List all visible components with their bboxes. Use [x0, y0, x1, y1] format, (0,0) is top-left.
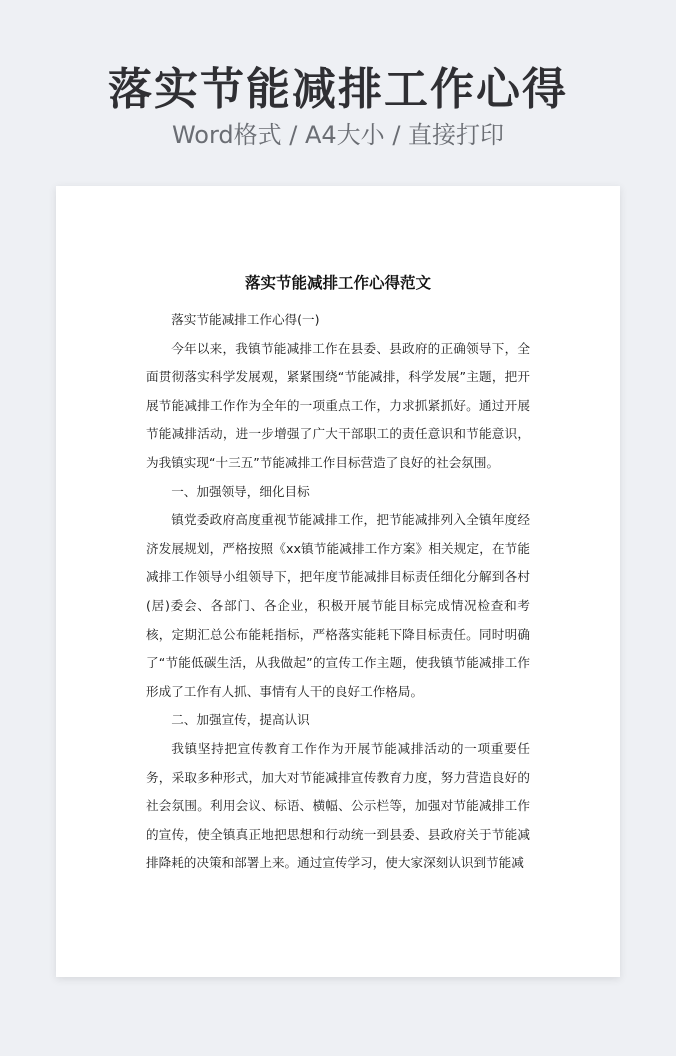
paragraph-part-title: 落实节能减排工作心得(一)	[171, 312, 320, 327]
section-heading-1: 一、加强领导，细化目标	[171, 483, 310, 499]
paragraph-section-2: 我镇坚持把宣传教育工作作为开展节能减排活动的一项重要任务，采取多种形式，加大对节能减排宣传教育力度，努力营造良好的社会氛围。利用会议、标语、横幅、公示栏等，加强对节能减排工作的宣传，使全镇真正地把思想和行动统一到县委、县政府关于节能减排降耗的决策和部署上来。通过宣传学习，使大家深刻认识到节能减	[146, 740, 530, 871]
paragraph-intro: 今年以来，我镇节能减排工作在县委、县政府的正确领导下，全面贯彻落实科学发展观，紧紧围绕“节能减排，科学发展”主题，把开展节能减排工作作为全年的一项重点工作，力求抓紧抓好。通过开展节能减排活动，进一步增强了广大干部职工的责任意识和节能意识，为我镇实现“十三五”节能减排工作目标营造了良好的社会氛围。	[146, 340, 530, 470]
section-heading-2: 二、加强宣传，提高认识	[171, 712, 310, 728]
paragraph-section-1: 镇党委政府高度重视节能减排工作，把节能减排列入全镇年度经济发展规划，严格按照《xx镇节能减排工作方案》相关规定，在节能减排工作领导小组领导下，把年度节能减排目标责任细化分解到各村(居)委会、各部门、各企业，积极开展节能目标完成情况检查和考核，定期汇总公布能耗指标，严格落实能耗下降目标责任。同时明确了“节能低碳生活，从我做起”的宣传工作主题，使我镇节能减排工作形成了工作有人抓、事情有人干的良好工作格局。	[146, 512, 530, 699]
document-heading: 落实节能减排工作心得范文	[244, 274, 431, 292]
document-page	[56, 186, 620, 977]
banner-title: 落实节能减排工作心得	[108, 64, 568, 115]
banner-subtitle: Word格式 / A4大小 / 直接打印	[171, 121, 505, 149]
document-body	[146, 306, 530, 878]
